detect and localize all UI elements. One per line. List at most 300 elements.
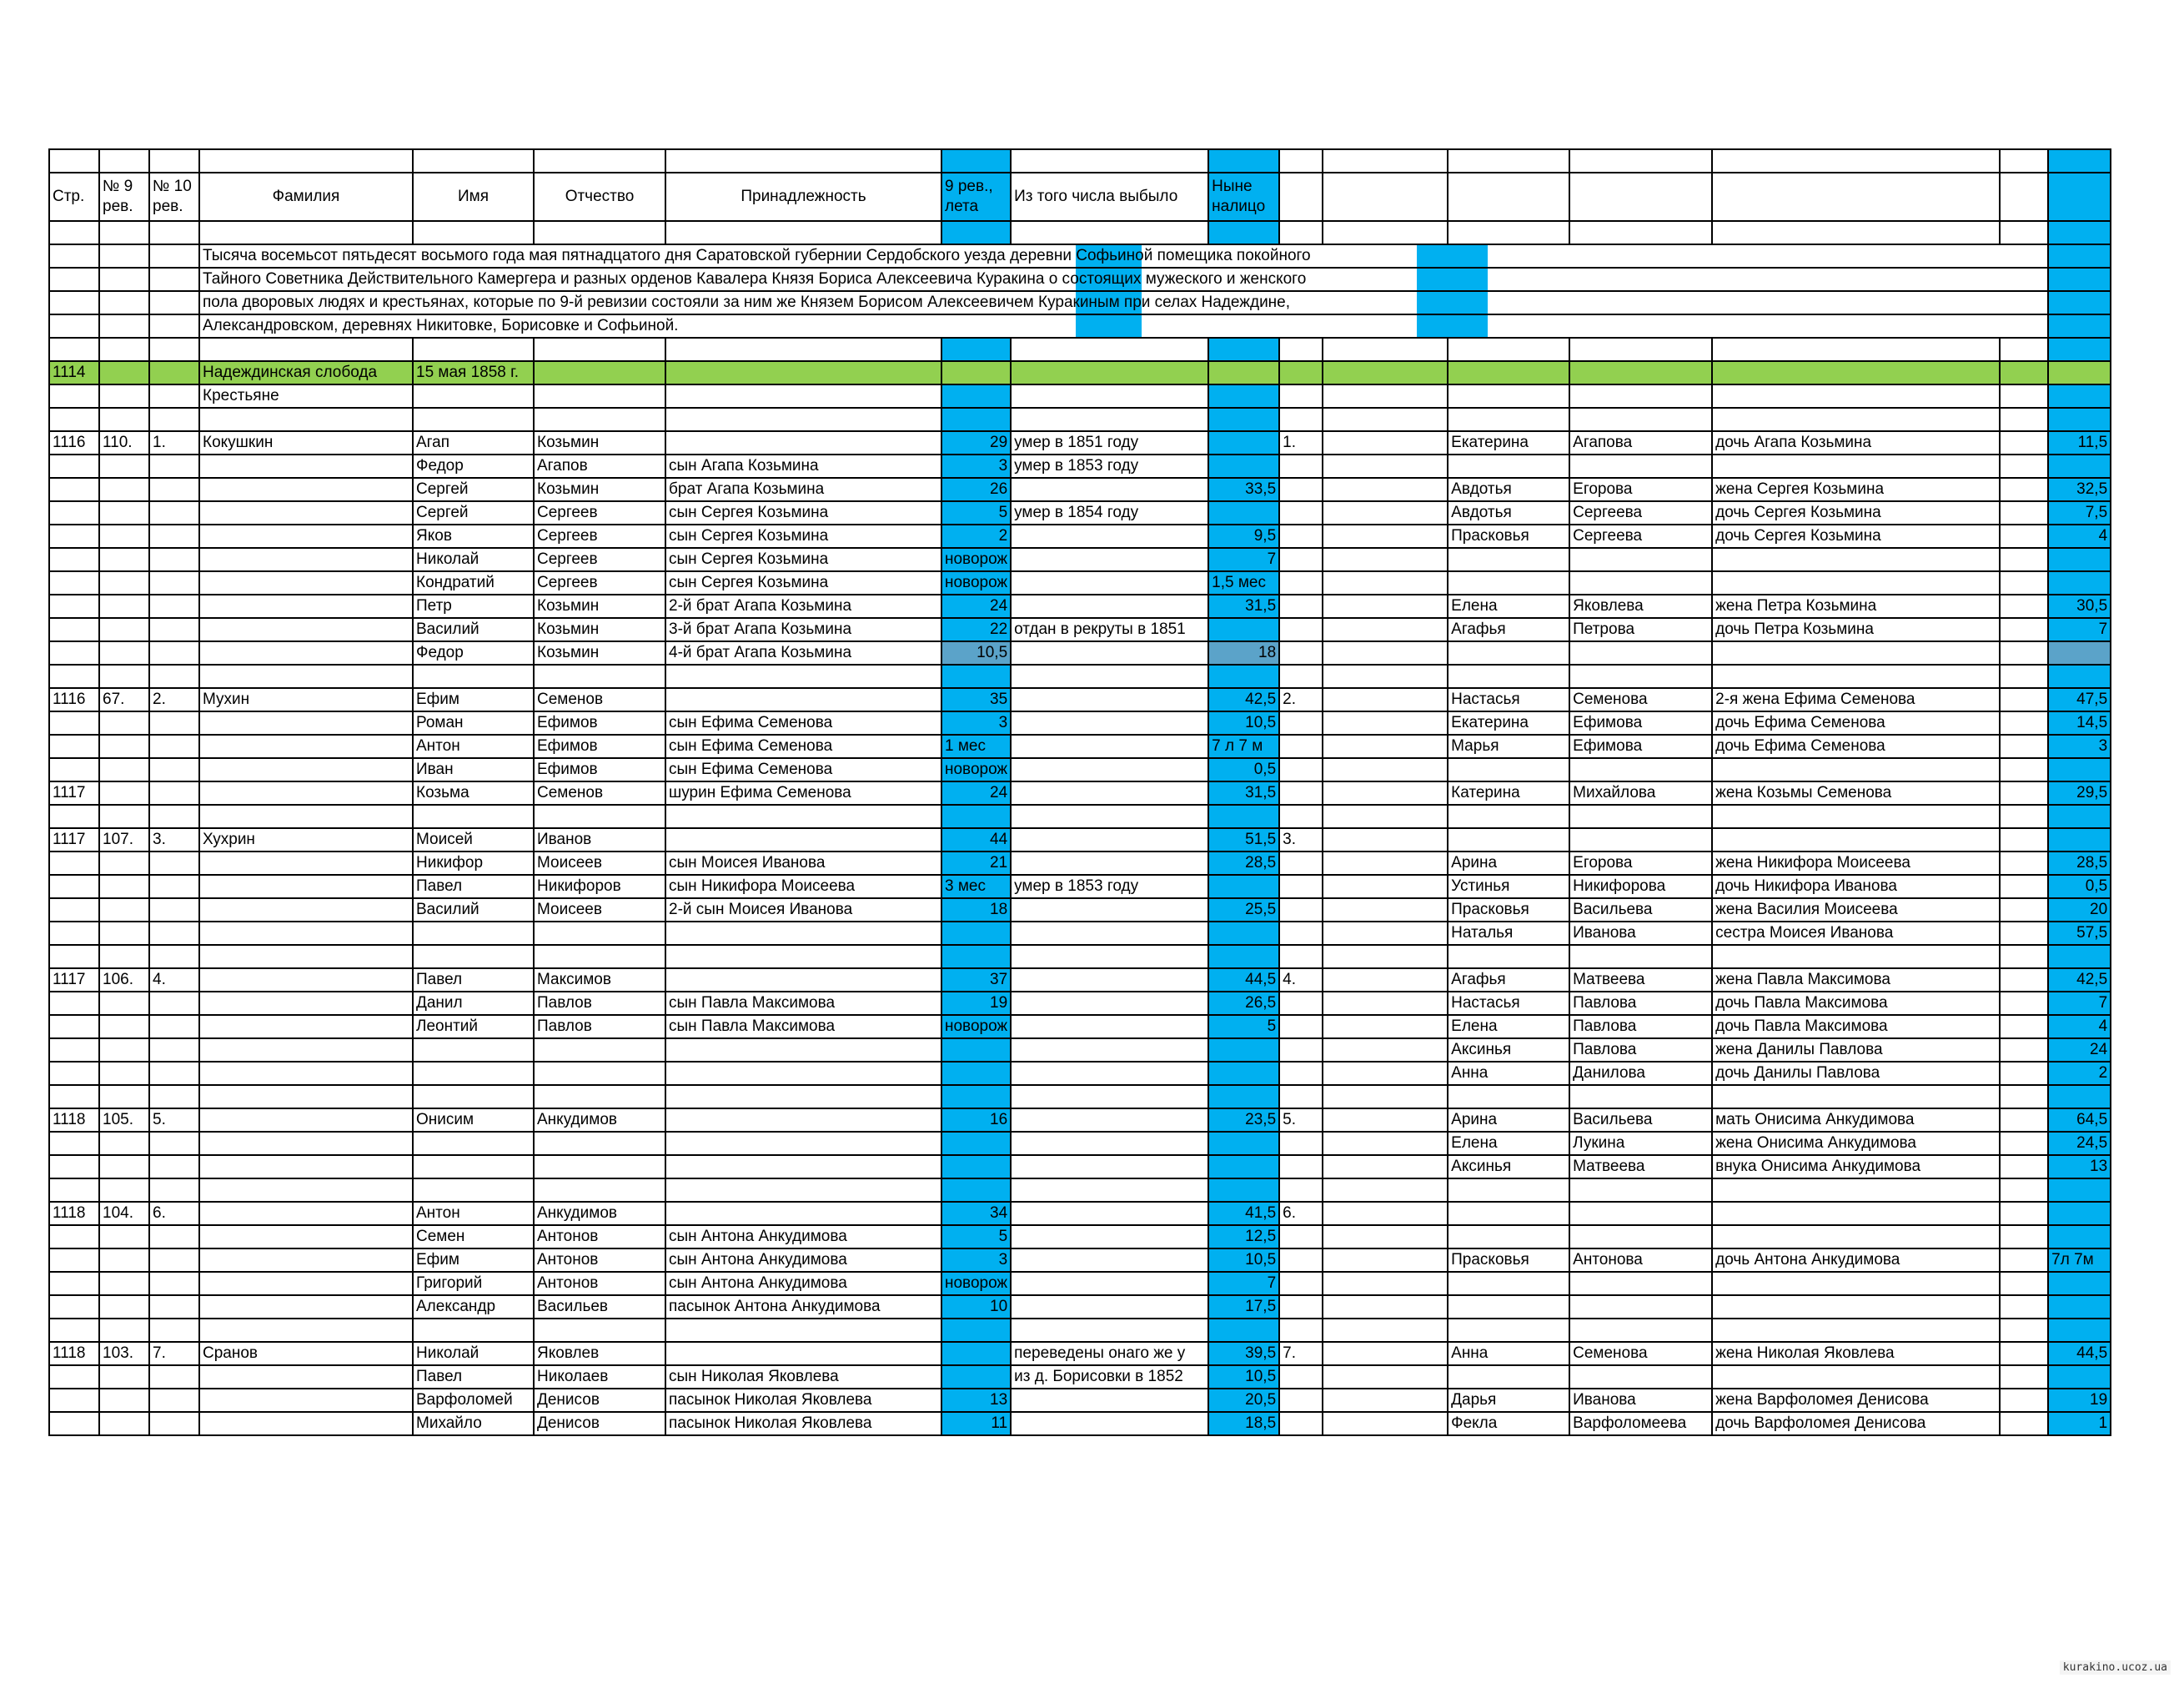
page — [49, 641, 99, 665]
rev9-no — [99, 595, 149, 618]
cell — [2000, 945, 2048, 968]
female-age: 28,5 — [2048, 852, 2111, 875]
page — [49, 571, 99, 595]
female-age: 44,5 — [2048, 1342, 2111, 1365]
female-patronymic — [1569, 1365, 1712, 1389]
present — [1208, 618, 1279, 641]
rev9-age — [941, 1062, 1011, 1085]
female-name: Екатерина — [1448, 431, 1569, 455]
patronymic: Никифоров — [534, 875, 665, 898]
surname — [199, 922, 413, 945]
rev9-age: 34 — [941, 1202, 1011, 1225]
intro-row — [49, 291, 2111, 314]
surname — [199, 641, 413, 665]
female-name: Настасья — [1448, 992, 1569, 1015]
cell — [99, 291, 149, 314]
rev9-no: 107. — [99, 828, 149, 852]
female-age: 19 — [2048, 1389, 2111, 1412]
name: Кондратий — [413, 571, 534, 595]
table-row — [49, 1062, 2111, 1085]
cell — [2000, 1085, 2048, 1108]
departed — [1011, 1389, 1208, 1412]
table-row — [49, 455, 2111, 478]
cell — [1011, 408, 1208, 431]
rev10-no — [149, 1248, 199, 1272]
female-name: Елена — [1448, 595, 1569, 618]
female-relation: дочь Сергея Козьмина — [1712, 501, 2000, 525]
female-patronymic — [1569, 1178, 1712, 1202]
table-row — [49, 711, 2111, 735]
female-patronymic: Семенова — [1569, 1342, 1712, 1365]
female-patronymic: Павлова — [1569, 992, 1712, 1015]
gap — [1323, 898, 1448, 922]
female-patronymic: Варфоломеева — [1569, 1412, 1712, 1435]
surname — [199, 1132, 413, 1155]
patronymic: Антонов — [534, 1225, 665, 1248]
relation — [665, 1108, 941, 1132]
name: Леонтий — [413, 1015, 534, 1038]
table-row — [49, 1108, 2111, 1132]
female-relation: жена Николая Яковлева — [1712, 1342, 2000, 1365]
departed — [1011, 805, 1208, 828]
female-age — [2048, 1319, 2111, 1342]
table-row — [49, 828, 2111, 852]
cell — [1011, 361, 1208, 384]
gap — [1323, 1295, 1448, 1319]
rev10-no: 4. — [149, 968, 199, 992]
relation: шурин Ефима Семенова — [665, 781, 941, 805]
cell — [149, 268, 199, 291]
relation: сын Сергея Козьмина — [665, 571, 941, 595]
surname: Хухрин — [199, 828, 413, 852]
table-row — [49, 431, 2111, 455]
table-row — [49, 1319, 2111, 1342]
female-name — [1448, 1225, 1569, 1248]
female-patronymic — [1569, 945, 1712, 968]
household-no — [1279, 1319, 1323, 1342]
household-no — [1279, 992, 1323, 1015]
female-name: Прасковья — [1448, 1248, 1569, 1272]
relation — [665, 1085, 941, 1108]
name — [413, 1178, 534, 1202]
female-relation: дочь Павла Максимова — [1712, 1015, 2000, 1038]
female-name — [1448, 641, 1569, 665]
household-no: 2. — [1279, 688, 1323, 711]
female-name — [1448, 1202, 1569, 1225]
gap — [1323, 1155, 1448, 1178]
present: 18,5 — [1208, 1412, 1279, 1435]
cell — [149, 384, 199, 408]
surname: Мухин — [199, 688, 413, 711]
table-row — [49, 805, 2111, 828]
female-relation: жена Сергея Козьмина — [1712, 478, 2000, 501]
female-name: Фекла — [1448, 1412, 1569, 1435]
rev9-no — [99, 992, 149, 1015]
household-no — [1279, 922, 1323, 945]
surname — [199, 1015, 413, 1038]
cell — [2000, 1178, 2048, 1202]
female-age: 47,5 — [2048, 688, 2111, 711]
rev9-no — [99, 1015, 149, 1038]
relation — [665, 1038, 941, 1062]
cell — [2000, 852, 2048, 875]
female-name: Дарья — [1448, 1389, 1569, 1412]
rev9-age: 44 — [941, 828, 1011, 852]
rev10-no — [149, 758, 199, 781]
female-relation: жена Василия Моисеева — [1712, 898, 2000, 922]
cell — [2000, 805, 2048, 828]
female-patronymic: Лукина — [1569, 1132, 1712, 1155]
cell — [941, 384, 1011, 408]
female-name — [1448, 758, 1569, 781]
female-age: 57,5 — [2048, 922, 2111, 945]
female-name: Анна — [1448, 1342, 1569, 1365]
surname — [199, 992, 413, 1015]
page — [49, 1178, 99, 1202]
table-row — [49, 688, 2111, 711]
present: 33,5 — [1208, 478, 1279, 501]
relation: сын Сергея Козьмина — [665, 548, 941, 571]
surname — [199, 781, 413, 805]
cell — [2000, 525, 2048, 548]
departed: умер в 1853 году — [1011, 875, 1208, 898]
cell — [99, 268, 149, 291]
cell — [2000, 455, 2048, 478]
rev9-no: 67. — [99, 688, 149, 711]
patronymic — [534, 1155, 665, 1178]
name: Антон — [413, 735, 534, 758]
page: 1118 — [49, 1202, 99, 1225]
female-name — [1448, 455, 1569, 478]
gap — [1323, 1202, 1448, 1225]
name: Моисей — [413, 828, 534, 852]
page — [49, 1295, 99, 1319]
patronymic: Козьмин — [534, 641, 665, 665]
departed — [1011, 1038, 1208, 1062]
departed — [1011, 1412, 1208, 1435]
relation — [665, 665, 941, 688]
female-age: 32,5 — [2048, 478, 2111, 501]
rev9-no: 110. — [99, 431, 149, 455]
surname — [199, 1202, 413, 1225]
rev9-no — [99, 525, 149, 548]
cell — [1208, 384, 1279, 408]
female-relation — [1712, 1178, 2000, 1202]
rev9-no — [99, 1085, 149, 1108]
header-name: Имя — [413, 173, 534, 221]
gap — [1323, 1248, 1448, 1272]
page: 1116 — [49, 431, 99, 455]
cell — [941, 408, 1011, 431]
page: 1118 — [49, 1342, 99, 1365]
female-age — [2048, 641, 2111, 665]
page: 1117 — [49, 968, 99, 992]
cell — [149, 361, 199, 384]
rev9-no — [99, 758, 149, 781]
cell — [1569, 408, 1712, 431]
female-relation — [1712, 1295, 2000, 1319]
table-row — [49, 1248, 2111, 1272]
household-no — [1279, 1015, 1323, 1038]
table-row — [49, 1015, 2111, 1038]
cell — [665, 408, 941, 431]
patronymic: Анкудимов — [534, 1108, 665, 1132]
patronymic: Яковлев — [534, 1342, 665, 1365]
table-row — [49, 1389, 2111, 1412]
present — [1208, 1155, 1279, 1178]
page — [49, 595, 99, 618]
present — [1208, 805, 1279, 828]
cell — [413, 408, 534, 431]
intro-row — [49, 244, 2111, 268]
rev9-age — [941, 1155, 1011, 1178]
intro-row — [49, 314, 2111, 338]
female-age: 24 — [2048, 1038, 2111, 1062]
present: 10,5 — [1208, 711, 1279, 735]
household-no — [1279, 758, 1323, 781]
name: Павел — [413, 1365, 534, 1389]
page — [49, 1038, 99, 1062]
name: Ефим — [413, 1248, 534, 1272]
name: Павел — [413, 875, 534, 898]
female-name: Екатерина — [1448, 711, 1569, 735]
household-no — [1279, 852, 1323, 875]
cell — [2000, 431, 2048, 455]
page — [49, 478, 99, 501]
departed: умер в 1853 году — [1011, 455, 1208, 478]
female-patronymic: Семенова — [1569, 688, 1712, 711]
cell — [1712, 338, 2000, 361]
rev9-age — [941, 1319, 1011, 1342]
departed — [1011, 478, 1208, 501]
departed — [1011, 1085, 1208, 1108]
rev9-age: 10 — [941, 1295, 1011, 1319]
rev10-no — [149, 875, 199, 898]
patronymic: Иванов — [534, 828, 665, 852]
spacer-row — [49, 149, 2111, 173]
female-age — [2048, 1365, 2111, 1389]
departed — [1011, 1319, 1208, 1342]
cell — [2000, 384, 2048, 408]
rev10-no: 5. — [149, 1108, 199, 1132]
surname — [199, 945, 413, 968]
surname — [199, 1412, 413, 1435]
table-row — [49, 478, 2111, 501]
cell — [2000, 1272, 2048, 1295]
table-row — [49, 1132, 2111, 1155]
name: Яков — [413, 525, 534, 548]
rev10-no — [149, 805, 199, 828]
cell — [2000, 361, 2048, 384]
female-relation: дочь Сергея Козьмина — [1712, 525, 2000, 548]
household-no — [1279, 478, 1323, 501]
present — [1208, 875, 1279, 898]
cell — [534, 338, 665, 361]
page — [49, 455, 99, 478]
page — [49, 1365, 99, 1389]
rev9-age — [941, 1085, 1011, 1108]
rev9-age: 5 — [941, 1225, 1011, 1248]
table-row — [49, 852, 2111, 875]
name: Иван — [413, 758, 534, 781]
cell — [2000, 1342, 2048, 1365]
patronymic: Моисеев — [534, 898, 665, 922]
surname — [199, 758, 413, 781]
rev9-age — [941, 805, 1011, 828]
patronymic: Агапов — [534, 455, 665, 478]
female-name — [1448, 805, 1569, 828]
departed — [1011, 1062, 1208, 1085]
page — [49, 548, 99, 571]
cell — [2000, 1108, 2048, 1132]
intro-row — [49, 268, 2111, 291]
intro-text: Тысяча восемьсот пятьдесят восьмого года мая пятнадцатого дня Саратовской губернии Сердобского уезда деревни Софьиной помещика покойного — [199, 244, 2048, 268]
rev9-no — [99, 1319, 149, 1342]
rev9-no — [99, 805, 149, 828]
patronymic — [534, 665, 665, 688]
cell — [2000, 1015, 2048, 1038]
household-no — [1279, 455, 1323, 478]
rev10-no — [149, 1225, 199, 1248]
rev10-no — [149, 1295, 199, 1319]
cell — [2000, 898, 2048, 922]
departed — [1011, 828, 1208, 852]
page — [49, 1389, 99, 1412]
spacer-row — [49, 408, 2111, 431]
surname — [199, 1389, 413, 1412]
cell — [1279, 361, 1323, 384]
cell — [2000, 1365, 2048, 1389]
present: 28,5 — [1208, 852, 1279, 875]
female-patronymic — [1569, 1085, 1712, 1108]
cell — [2000, 478, 2048, 501]
female-relation: дочь Ефима Семенова — [1712, 735, 2000, 758]
patronymic: Анкудимов — [534, 1202, 665, 1225]
cell — [534, 408, 665, 431]
present — [1208, 501, 1279, 525]
female-relation — [1712, 1225, 2000, 1248]
female-patronymic — [1569, 1319, 1712, 1342]
cell — [1323, 338, 1448, 361]
page — [49, 852, 99, 875]
female-age — [2048, 1202, 2111, 1225]
rev9-no — [99, 1062, 149, 1085]
name: Сергей — [413, 501, 534, 525]
page — [49, 898, 99, 922]
rev9-no: 105. — [99, 1108, 149, 1132]
rev9-no — [99, 735, 149, 758]
female-name — [1448, 1178, 1569, 1202]
rev10-no — [149, 1015, 199, 1038]
rev9-no — [99, 641, 149, 665]
household-no — [1279, 875, 1323, 898]
female-name — [1448, 1319, 1569, 1342]
female-relation: 2-я жена Ефима Семенова — [1712, 688, 2000, 711]
patronymic: Ефимов — [534, 735, 665, 758]
cell — [1011, 338, 1208, 361]
female-age — [2048, 828, 2111, 852]
table-row — [49, 922, 2111, 945]
household-no — [1279, 1155, 1323, 1178]
present: 10,5 — [1208, 1365, 1279, 1389]
female-name: Катерина — [1448, 781, 1569, 805]
relation: 2-й брат Агапа Козьмина — [665, 595, 941, 618]
spacer-row — [49, 221, 2111, 244]
relation: сын Павла Максимова — [665, 992, 941, 1015]
surname — [199, 1365, 413, 1389]
female-age — [2048, 1085, 2111, 1108]
departed — [1011, 898, 1208, 922]
cell — [2000, 828, 2048, 852]
rev9-age: 19 — [941, 992, 1011, 1015]
present: 23,5 — [1208, 1108, 1279, 1132]
rev10-no — [149, 781, 199, 805]
female-relation: мать Онисима Анкудимова — [1712, 1108, 2000, 1132]
household-no — [1279, 618, 1323, 641]
relation — [665, 968, 941, 992]
gap — [1323, 1365, 1448, 1389]
name: Василий — [413, 898, 534, 922]
table-row — [49, 548, 2111, 571]
name — [413, 1038, 534, 1062]
gap — [1323, 1108, 1448, 1132]
cell — [2000, 1132, 2048, 1155]
gap — [1323, 688, 1448, 711]
table-row — [49, 501, 2111, 525]
header-page: Стр. — [49, 173, 99, 221]
surname — [199, 1062, 413, 1085]
female-patronymic: Никифорова — [1569, 875, 1712, 898]
rev9-age: 11 — [941, 1412, 1011, 1435]
patronymic: Денисов — [534, 1412, 665, 1435]
departed — [1011, 945, 1208, 968]
female-name: Агафья — [1448, 968, 1569, 992]
rev10-no — [149, 735, 199, 758]
cell — [49, 408, 99, 431]
table-row — [49, 781, 2111, 805]
relation — [665, 431, 941, 455]
name: Варфоломей — [413, 1389, 534, 1412]
patronymic: Семенов — [534, 781, 665, 805]
female-name: Арина — [1448, 852, 1569, 875]
page — [49, 525, 99, 548]
name: Агап — [413, 431, 534, 455]
spacer-row — [49, 338, 2111, 361]
name: Федор — [413, 455, 534, 478]
patronymic: Павлов — [534, 992, 665, 1015]
gap — [1323, 922, 1448, 945]
gap — [1323, 1015, 1448, 1038]
departed — [1011, 711, 1208, 735]
household-no — [1279, 1038, 1323, 1062]
household-no — [1279, 898, 1323, 922]
table-row — [49, 1295, 2111, 1319]
female-name: Авдотья — [1448, 478, 1569, 501]
cell — [2000, 1225, 2048, 1248]
female-patronymic — [1569, 828, 1712, 852]
cell — [2048, 291, 2111, 314]
household-no — [1279, 525, 1323, 548]
present: 44,5 — [1208, 968, 1279, 992]
female-relation: дочь Ефима Семенова — [1712, 711, 2000, 735]
present: 31,5 — [1208, 781, 1279, 805]
cell — [2000, 1155, 2048, 1178]
cell — [2000, 735, 2048, 758]
female-age — [2048, 758, 2111, 781]
cell — [49, 314, 99, 338]
female-patronymic — [1569, 1295, 1712, 1319]
patronymic: Сергеев — [534, 501, 665, 525]
